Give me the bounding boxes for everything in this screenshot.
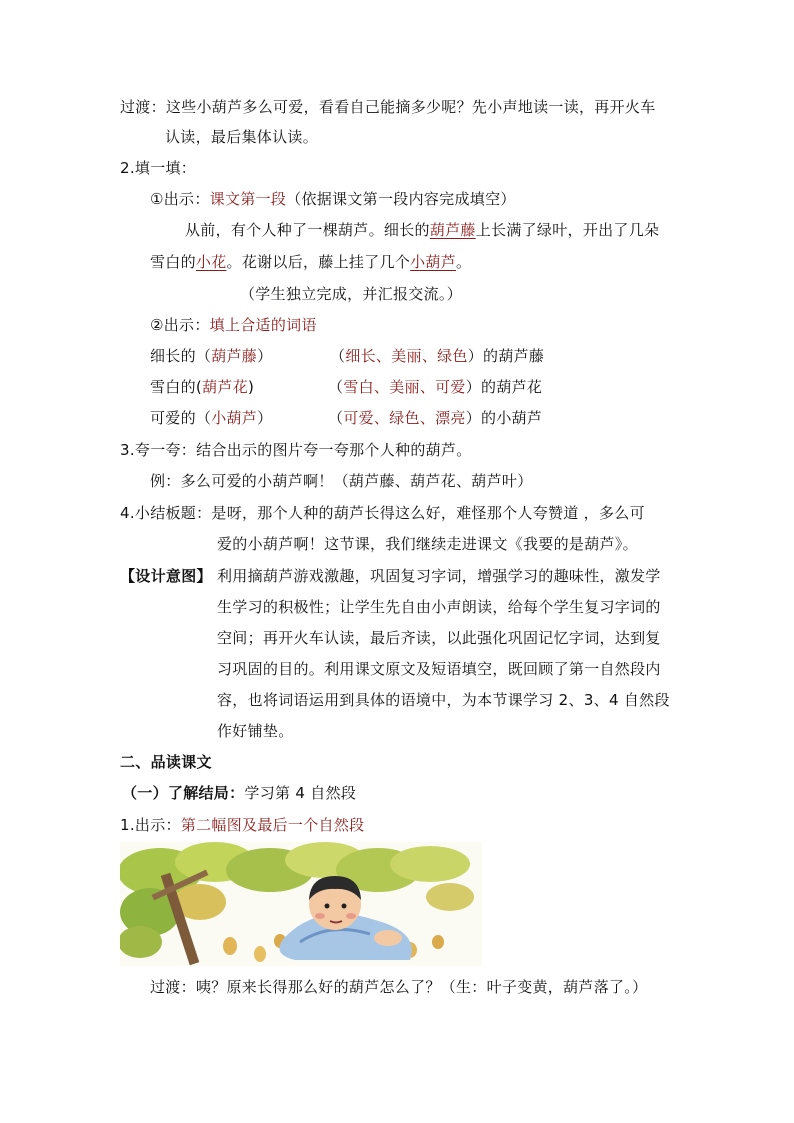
fill-paragraph-line-2 bbox=[150, 252, 471, 272]
cell-answer: 雪白、美丽、可爱 bbox=[343, 378, 466, 396]
show-picture-line bbox=[120, 815, 364, 835]
section-3-heading: 3.夸一夸：结合出示的图片夸一夸那个人种的葫芦。 bbox=[120, 441, 472, 459]
design-line-6: 作好铺垫。 bbox=[217, 722, 294, 740]
cell-text: ） bbox=[257, 347, 273, 365]
show-2-line bbox=[150, 315, 317, 335]
paragraph-text: 。花谢以后，藤上挂了几个 bbox=[226, 253, 411, 271]
word-cell-a bbox=[150, 408, 328, 428]
subsection-rest: 学习第 4 自然段 bbox=[244, 784, 357, 802]
design-intent-label: 【设计意图】 bbox=[120, 567, 212, 585]
paragraph-text: 上长满了绿叶，开出了几朵 bbox=[475, 221, 660, 239]
activity-note: （学生独立完成，并汇报交流。） bbox=[240, 285, 463, 303]
design-line-5: 容，也将词语运用到具体的语境中，为本节课学习 2、3、4 自然段 bbox=[217, 691, 670, 709]
section-3-example: 例：多么可爱的小葫芦啊！（葫芦藤、葫芦花、葫芦叶） bbox=[150, 472, 533, 490]
show-picture-title: 第二幅图及最后一个自然段 bbox=[180, 816, 365, 834]
fill-paragraph-line-1 bbox=[185, 220, 659, 240]
blank-answer-2: 小花 bbox=[195, 253, 227, 271]
cell-text: 雪白的( bbox=[150, 378, 203, 396]
cell-answer: 葫芦花 bbox=[202, 378, 248, 396]
show-1-title: 课文第一段 bbox=[209, 190, 287, 208]
section-4-line-2: 爱的小葫芦啊！这节课，我们继续走进课文《我要的是葫芦》。 bbox=[217, 535, 638, 553]
blank-answer-3: 小葫芦 bbox=[410, 253, 457, 271]
word-cell-a bbox=[150, 377, 328, 397]
cell-answer: 可爱、绿色、漂亮 bbox=[343, 409, 466, 427]
show-2-title: 填上合适的词语 bbox=[209, 316, 317, 334]
cell-text: （ bbox=[328, 378, 344, 396]
cell-text: （ bbox=[330, 347, 346, 365]
part-2-heading: 二、品读课文 bbox=[120, 753, 212, 771]
word-cell-b bbox=[328, 377, 542, 397]
word-cell-b bbox=[330, 346, 544, 366]
intro-line-2: 认读，最后集体认读。 bbox=[165, 128, 319, 146]
show-1-prefix: ①出示： bbox=[150, 190, 210, 208]
paragraph-text: 雪白的 bbox=[150, 253, 196, 271]
subsection-heading bbox=[122, 783, 356, 803]
cell-text: （ bbox=[328, 409, 344, 427]
show-1-instruction: （依据课文第一段内容完成填空） bbox=[286, 190, 516, 208]
paragraph-text: 。 bbox=[456, 253, 472, 271]
cell-answer: 葫芦藤 bbox=[211, 347, 258, 365]
intro-line-1: 过渡：这些小葫芦多么可爱，看看自己能摘多少呢？先小声地读一读，再开火车 bbox=[120, 98, 656, 116]
blank-answer-1: 葫芦藤 bbox=[429, 221, 476, 239]
cell-text: ）的葫芦藤 bbox=[467, 347, 545, 365]
paragraph-text: 从前，有个人种了一棵葫芦。细长的 bbox=[185, 221, 430, 239]
show-2-prefix: ②出示： bbox=[150, 316, 210, 334]
cell-answer: 细长、美丽、绿色 bbox=[345, 347, 468, 365]
section-2-heading: 2.填一填： bbox=[120, 159, 197, 177]
word-cell-b bbox=[328, 408, 542, 428]
cell-text: ） bbox=[257, 409, 273, 427]
word-cell-a bbox=[150, 346, 330, 366]
design-line-2: 生学习的积极性；让学生先自由小声朗读，给每个学生复习字词的 bbox=[217, 598, 661, 616]
cell-text: ）的小葫芦 bbox=[465, 409, 543, 427]
section-4-line-1: 4.小结板题：是呀，那个人种的葫芦长得这么好，难怪那个人夸赞道 ，多么可 bbox=[120, 504, 645, 522]
cell-text: 可爱的（ bbox=[150, 409, 212, 427]
word-row-2 bbox=[150, 377, 542, 397]
transition-line: 过渡：咦？原来长得那么好的葫芦怎么了？（生：叶子变黄，葫芦落了。） bbox=[150, 978, 648, 996]
gourd-illustration bbox=[120, 842, 482, 966]
cell-text: 细长的（ bbox=[150, 347, 212, 365]
cell-text: ) bbox=[247, 378, 255, 396]
design-line-1: 利用摘葫芦游戏激趣，巩固复习字词，增强学习的趣味性，激发学 bbox=[217, 567, 661, 585]
word-row-3 bbox=[150, 408, 542, 428]
subsection-bold: （一）了解结局： bbox=[122, 784, 245, 802]
show-picture-prefix: 1.出示： bbox=[120, 816, 181, 834]
word-row-1 bbox=[150, 346, 544, 366]
cell-answer: 小葫芦 bbox=[211, 409, 258, 427]
design-line-3: 空间；再开火车认读，最后齐读，以此强化巩固记忆字词，达到复 bbox=[217, 629, 661, 647]
show-1-line bbox=[150, 189, 516, 209]
design-line-4: 习巩固的目的。利用课文原文及短语填空，既回顾了第一自然段内 bbox=[217, 660, 661, 678]
cell-text: ）的葫芦花 bbox=[465, 378, 543, 396]
